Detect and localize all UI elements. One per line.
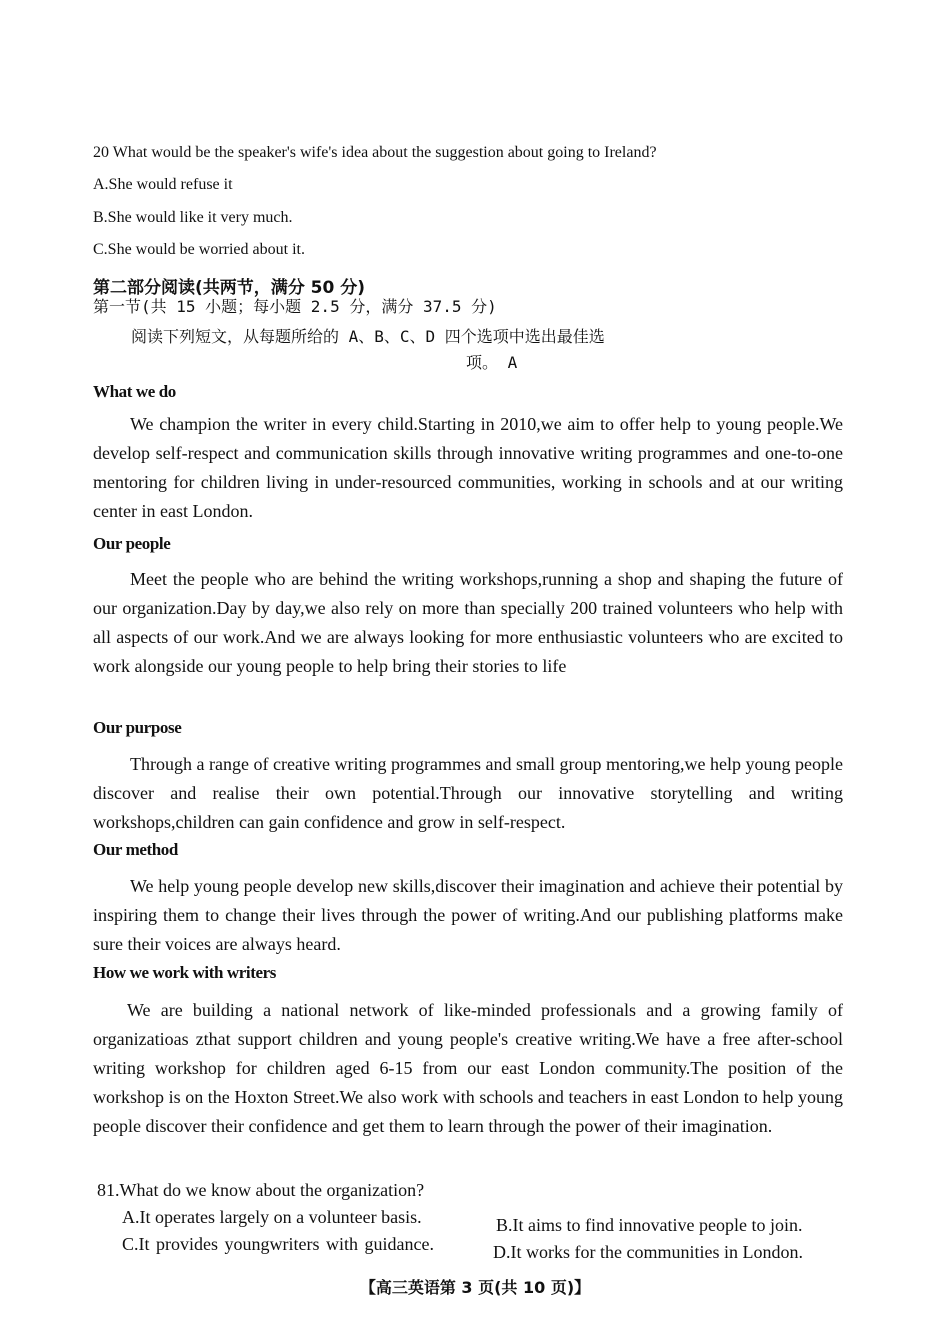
paragraph-our-method: We help young people develop new skills,discover their imagination and achieve their potential by inspiring them to change their lives through the power of writing.And our publishing platforms make sure their voices are always heard. xyxy=(93,876,843,954)
section-title: 第二部分阅读(共两节，满分 50 分) xyxy=(93,278,366,298)
instruction-line-2: 项。 A xyxy=(466,353,518,372)
heading-our-purpose: Our purpose xyxy=(93,718,182,737)
q20-option-a: A.She would refuse it xyxy=(93,176,233,193)
q20-option-b: B.She would like it very much. xyxy=(93,209,293,226)
heading-our-people: Our people xyxy=(93,534,171,553)
page-footer: 【高三英语第 3 页(共 10 页)】 xyxy=(359,1278,591,1297)
paragraph-how-we-work: We are building a national network of like-minded professionals and a growing family of organizatioas zthat support children and young people's creative writing.We have a free after-school writing workshop for children aged 6-15 from our east London community.The position of the workshop is on the Hoxton Street.We also work with schools and teachers in east London to help young people discover their confidence and get them to learn through the power of their imagination. xyxy=(93,1000,843,1136)
heading-how-we-work: How we work with writers xyxy=(93,963,277,982)
question-81-stem: 81.What do we know about the organization? xyxy=(97,1180,425,1200)
question-20: 20 What would be the speaker's wife's idea about the suggestion about going to Ireland? xyxy=(93,144,657,161)
q81-option-d: D.It works for the communities in London. xyxy=(493,1242,803,1262)
instruction-line-1: 阅读下列短文，从每题所给的 A、B、C、D 四个选项中选出最佳选 xyxy=(131,327,605,346)
q20-option-c: C.She would be worried about it. xyxy=(93,241,305,258)
heading-what-we-do: What we do xyxy=(93,382,176,401)
q81-option-a: A.It operates largely on a volunteer basis. xyxy=(122,1207,422,1227)
q81-option-c: C.It provides youngwriters with guidance. xyxy=(122,1234,434,1254)
paragraph-our-people: Meet the people who are behind the writing workshops,running a shop and shaping the future of our organization.Day by day,we also rely on more than specially 200 trained volunteers who help with all aspects of our work.And we are always looking for more enthusiastic volunteers who are excited to work alongside our young people to help bring their stories to life xyxy=(93,569,843,676)
paragraph-what-we-do: We champion the writer in every child.Starting in 2010,we aim to offer help to young people.We develop self-respect and communication skills through innovative writing programmes and one-to-one mentoring for children living in under-resourced communities, working in schools and at our writing center in east London. xyxy=(93,414,843,521)
paragraph-our-purpose: Through a range of creative writing programmes and small group mentoring,we help young people discover and realise their own potential.Through our innovative storytelling and writing workshops,children can gain confidence and grow in self-respect. xyxy=(93,754,843,832)
subsection-title: 第一节(共 15 小题；每小题 2.5 分，满分 37.5 分) xyxy=(93,297,497,316)
heading-our-method: Our method xyxy=(93,840,178,859)
q81-option-b: B.It aims to find innovative people to join. xyxy=(496,1215,803,1235)
